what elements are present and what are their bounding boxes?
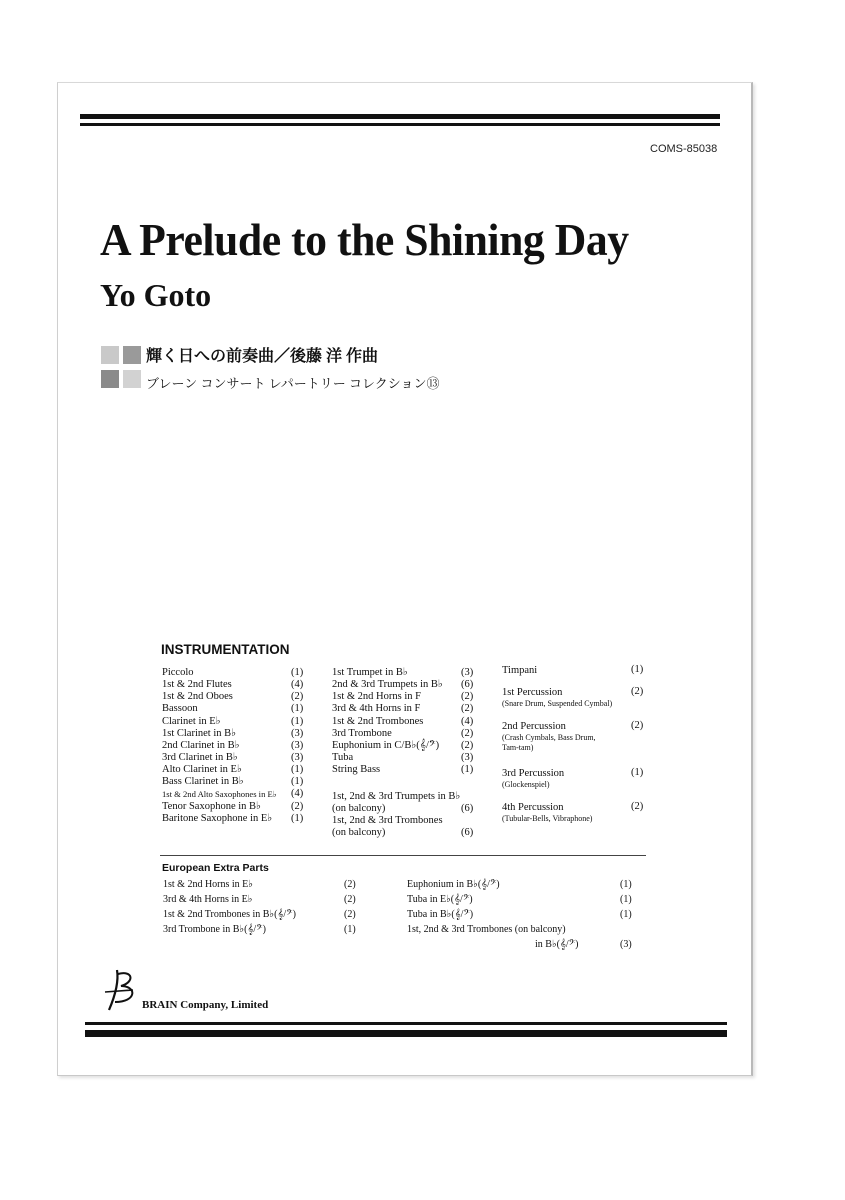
european-part-name: 3rd Trombone in B♭(𝄞/𝄢) [163, 924, 266, 935]
catalog-code: COMS-85038 [650, 143, 718, 155]
instrument-name: Baritone Saxophone in E♭ [162, 812, 273, 824]
part-count: (3) [461, 667, 474, 678]
part-count: (2) [291, 691, 304, 703]
instrument-name: 1st & 2nd Horns in F [332, 691, 421, 703]
part-count: (3) [461, 751, 474, 763]
part-count: (1) [344, 924, 356, 935]
percussion-block [502, 664, 647, 677]
instrument-row [332, 703, 477, 715]
decor-square-2 [123, 346, 141, 364]
instrument-name: Clarinet in E♭ [162, 715, 221, 727]
instrument-row-sub [332, 803, 477, 815]
balcony-column [332, 791, 477, 840]
part-count: (3) [620, 939, 632, 950]
instrument-name: Alto Clarinet in E♭ [162, 764, 242, 776]
instrument-name: 1st & 2nd Alto Saxophones in E♭ [162, 789, 277, 800]
percussion-block [502, 686, 647, 709]
instrument-name: Tuba [332, 751, 354, 763]
european-part-name: in B♭(𝄞/𝄢) [535, 939, 579, 950]
instrument-row [332, 728, 477, 740]
instrument-detail: (Tubular-Bells, Vibraphone) [502, 814, 593, 823]
european-part-name: 1st, 2nd & 3rd Trombones (on balcony) [407, 924, 566, 935]
instrument-row [332, 764, 477, 776]
part-count: (4) [291, 679, 304, 691]
part-count: (1) [631, 767, 644, 778]
part-count: (2) [461, 703, 474, 715]
european-part-name: Tuba in B♭(𝄞/𝄢) [407, 909, 474, 920]
instrument-row [332, 679, 477, 691]
instrument-name: 2nd Clarinet in B♭ [162, 739, 240, 751]
instrument-name: Timpani [502, 665, 538, 676]
instrument-detail: (Snare Drum, Suspended Cymbal) [502, 699, 613, 708]
instrument-name: 3rd & 4th Horns in F [332, 703, 421, 715]
instrument-detail: (Crash Cymbals, Bass Drum, [502, 733, 596, 742]
instrument-row [162, 679, 307, 691]
instrument-row [162, 716, 307, 728]
european-part-name: 1st & 2nd Trombones in B♭(𝄞/𝄢) [163, 909, 296, 920]
instrument-row [162, 776, 307, 788]
instrument-row [332, 716, 477, 728]
instrument-name: 3rd Trombone [332, 727, 392, 739]
publisher-name: BRAIN Company, Limited [142, 999, 269, 1011]
japanese-title: 輝く日への前奏曲／後藤 洋 作曲 [146, 348, 379, 365]
european-heading: European Extra Parts [162, 862, 269, 874]
part-count: (3) [291, 751, 304, 763]
part-count: (2) [344, 909, 356, 920]
decor-square-3 [101, 370, 119, 388]
part-count: (6) [461, 827, 474, 839]
instrument-name: 4th Percussion [502, 802, 564, 813]
percussion-block [502, 720, 647, 753]
bottom-rule-thin [85, 1022, 727, 1025]
instrument-row [332, 740, 477, 752]
part-count: (1) [620, 909, 632, 920]
european-part-name: Euphonium in B♭(𝄞/𝄢) [407, 879, 500, 890]
part-count: (1) [291, 776, 304, 788]
instrument-row [162, 788, 307, 800]
instrument-name: 3rd Percussion [502, 768, 565, 779]
instrument-row [162, 667, 307, 679]
part-count: (1) [291, 715, 304, 727]
instrument-row [332, 815, 477, 827]
instrument-row [162, 728, 307, 740]
percussion-block [502, 801, 647, 824]
part-count: (2) [291, 800, 304, 812]
part-count: (1) [461, 764, 474, 776]
instrument-detail: (Glockenspiel) [502, 780, 550, 789]
part-count: (2) [461, 727, 474, 739]
instrument-column-1 [162, 667, 307, 825]
part-count: (1) [631, 664, 644, 675]
instrument-row-sub [332, 827, 477, 839]
part-count: (1) [291, 812, 304, 824]
part-count: (1) [291, 667, 304, 678]
part-count: (1) [291, 764, 304, 776]
instrument-row [332, 752, 477, 764]
part-count: (3) [291, 727, 304, 739]
percussion-block [502, 767, 647, 790]
instrument-detail: Tam-tam) [502, 743, 534, 752]
instrument-column-2 [332, 667, 477, 776]
part-count: (2) [631, 801, 644, 812]
part-count: (4) [291, 788, 304, 800]
instrument-row [162, 740, 307, 752]
instrument-name: Tenor Saxophone in B♭ [162, 800, 261, 812]
instrument-name: 1st Trumpet in B♭ [332, 667, 408, 678]
instrument-row [162, 801, 307, 813]
instrument-name: 1st, 2nd & 3rd Trumpets in B♭ [332, 791, 461, 802]
instrument-row [332, 791, 477, 803]
instrument-name: 1st & 2nd Oboes [162, 691, 233, 703]
instrument-name: 1st, 2nd & 3rd Trombones [332, 815, 443, 827]
instrument-name: 1st & 2nd Flutes [162, 679, 232, 691]
instrument-name: 1st Clarinet in B♭ [162, 727, 237, 739]
instrument-row [162, 813, 307, 825]
instrument-name: 2nd & 3rd Trumpets in B♭ [332, 679, 443, 691]
top-rule-thin [80, 123, 720, 126]
part-count: (2) [461, 691, 474, 703]
part-count: (6) [461, 679, 474, 691]
instrument-row [332, 667, 477, 679]
piece-title: A Prelude to the Shining Day [100, 214, 629, 265]
part-count: (3) [291, 739, 304, 751]
series-title: ブレーン コンサート レパートリー コレクション⑬ [146, 376, 440, 391]
publisher-logo-icon [103, 966, 143, 1019]
part-count: (1) [620, 879, 632, 890]
part-count: (2) [344, 879, 356, 890]
instrumentation-heading: INSTRUMENTATION [161, 642, 290, 657]
instrument-name: 1st & 2nd Trombones [332, 715, 424, 727]
decor-square-1 [101, 346, 119, 364]
part-count: (1) [291, 703, 304, 715]
instrument-name: String Bass [332, 764, 381, 776]
bottom-rule-thick [85, 1030, 727, 1037]
instrument-name: Euphonium in C/B♭(𝄞/𝄢) [332, 739, 440, 751]
instrument-row [162, 691, 307, 703]
instrument-row [162, 752, 307, 764]
top-rule-thick [80, 114, 720, 119]
european-part-name: 3rd & 4th Horns in E♭ [163, 894, 253, 905]
part-count: (2) [631, 686, 644, 697]
decor-square-4 [123, 370, 141, 388]
part-count: (2) [461, 739, 474, 751]
instrument-name: 1st Percussion [502, 687, 563, 698]
section-divider [160, 855, 646, 856]
part-count: (1) [620, 894, 632, 905]
part-count: (2) [631, 720, 644, 731]
instrument-row [162, 703, 307, 715]
instrument-row [162, 764, 307, 776]
european-part-name: Tuba in E♭(𝄞/𝄢) [407, 894, 473, 905]
instrument-subnote: (on balcony) [332, 827, 386, 839]
part-count: (4) [461, 715, 474, 727]
instrument-name: Piccolo [162, 667, 194, 678]
instrument-name: Bass Clarinet in B♭ [162, 776, 244, 788]
instrument-row [332, 691, 477, 703]
composer-name: Yo Goto [100, 277, 212, 313]
instrument-name: 3rd Clarinet in B♭ [162, 751, 238, 763]
part-count: (6) [461, 803, 474, 815]
instrument-name: Bassoon [162, 703, 198, 715]
european-part-name: 1st & 2nd Horns in E♭ [163, 879, 253, 890]
instrument-name: 2nd Percussion [502, 721, 566, 732]
instrument-subnote: (on balcony) [332, 803, 386, 815]
part-count: (2) [344, 894, 356, 905]
